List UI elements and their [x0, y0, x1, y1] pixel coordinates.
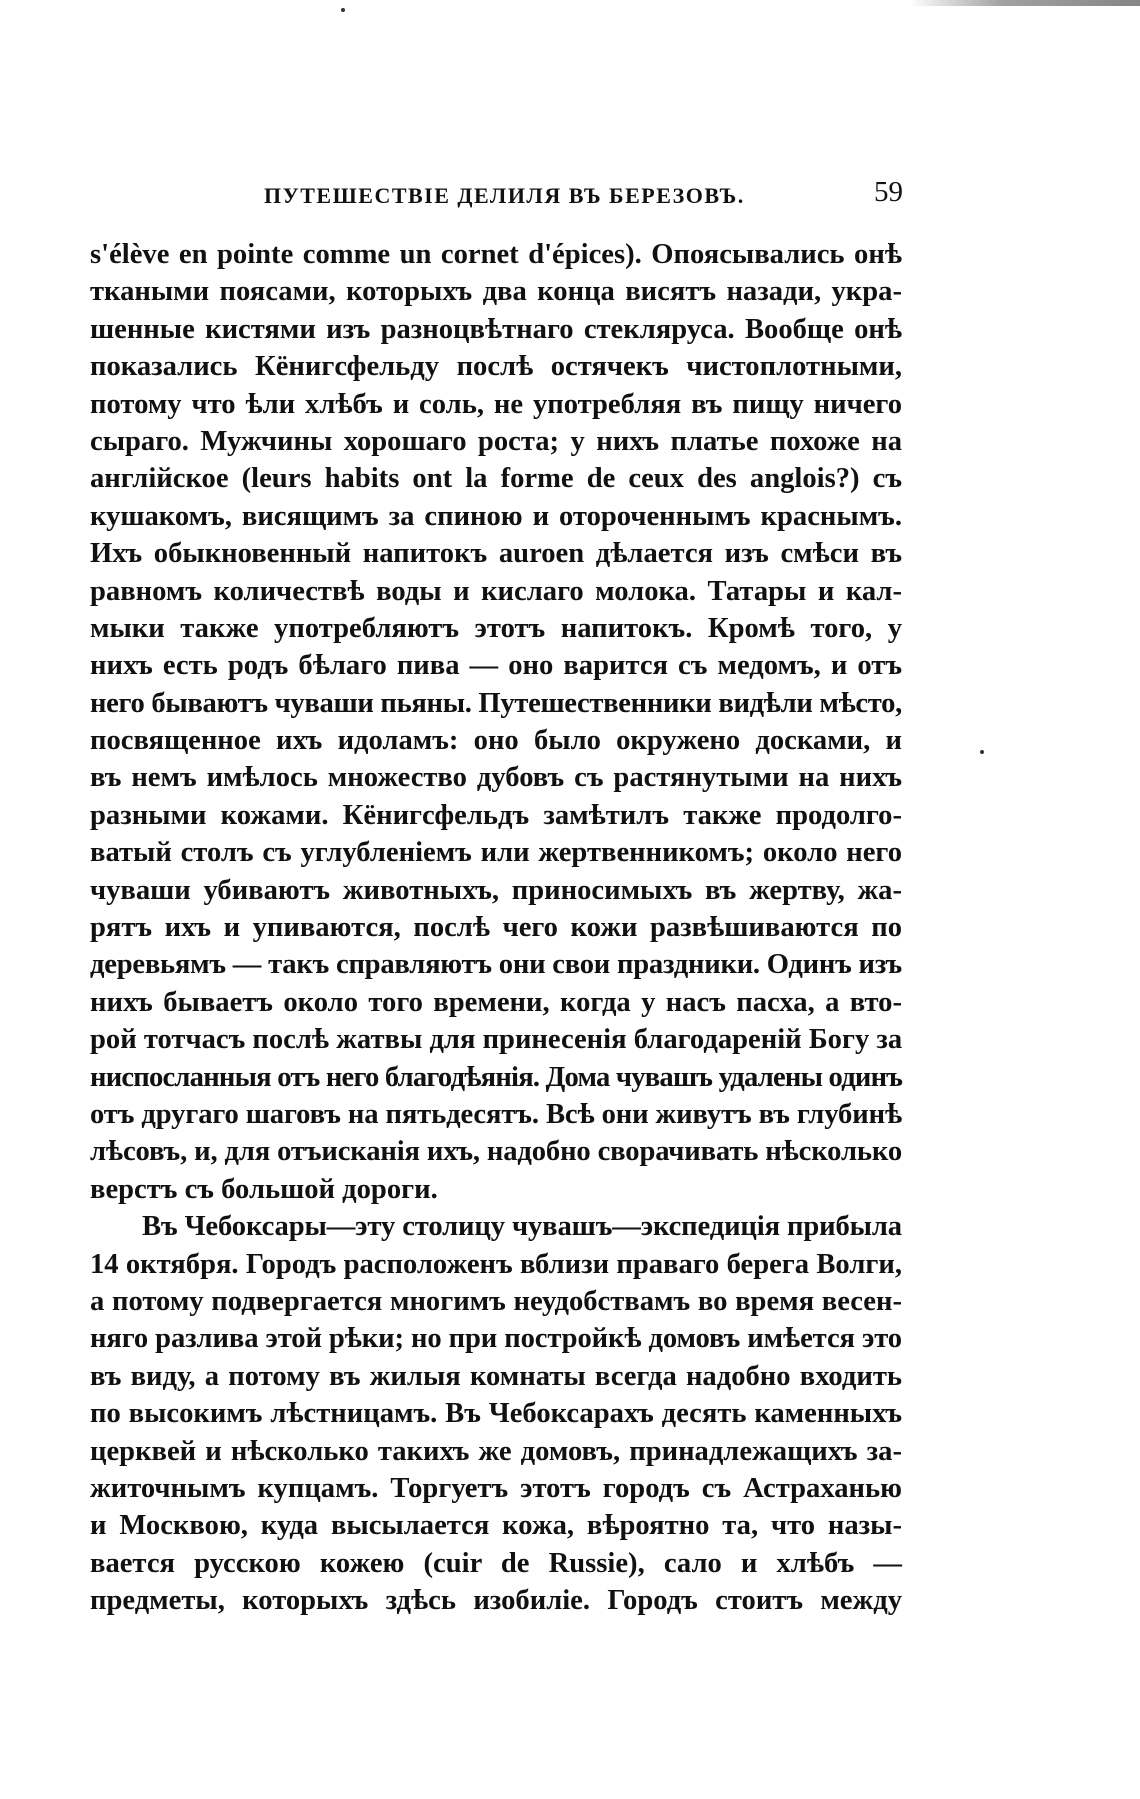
text-line: чуваши убиваютъ животныхъ, приносимыхъ въ жертву, жа-: [90, 874, 902, 906]
scan-edge-artifact: [910, 0, 1140, 6]
text-line: него бываютъ чуваши пьяны. Путешественники видѣли мѣсто,: [90, 687, 902, 719]
text-line: разными кожами. Кёнигсфельдъ замѣтилъ также продолго-: [90, 799, 902, 831]
text-line: лѣсовъ, и, для отъисканія ихъ, надобно сворачивать нѣсколько: [90, 1136, 902, 1168]
text-line: няго разлива этой рѣки; но при постройкѣ домовъ имѣется это: [90, 1323, 902, 1355]
text-line: s'élève en pointe comme un cornet d'épices). Опоясывались онѣ: [90, 239, 902, 270]
text-line: въ виду, а потому въ жилыя комнаты всегда надобно входить: [90, 1360, 902, 1392]
text-line: мыки также употребляютъ этотъ напитокъ. Кромѣ того, у: [90, 612, 902, 644]
text-line: показались Кёнигсфельду послѣ остячекъ чистоплотными,: [90, 351, 902, 383]
text-line: въ немъ имѣлось множество дубовъ съ растянутыми на нихъ: [90, 762, 902, 794]
text-line: потому что ѣли хлѣбъ и соль, не употребляя въ пищу ничего: [90, 388, 902, 420]
scan-speck: [341, 8, 345, 12]
text-line: вается русскою кожею (cuir de Russie), сало и хлѣбъ —: [90, 1547, 902, 1579]
text-line: предметы, которыхъ здѣсь изобиліе. Городъ стоитъ между: [90, 1585, 902, 1617]
text-line: посвященное ихъ идоламъ: оно было окружено досками, и: [90, 725, 902, 757]
text-line: англійское (leurs habits ont la forme de ceux des anglois?) съ: [90, 463, 902, 495]
text-line: церквей и нѣсколько такихъ же домовъ, принадлежащихъ за-: [90, 1435, 902, 1467]
text-line: кушакомъ, висящимъ за спиною и отороченнымъ краснымъ.: [90, 500, 902, 532]
scan-speck: [980, 750, 984, 754]
text-line: верстъ съ большой дороги.: [90, 1173, 438, 1205]
text-line: шенные кистями изъ разноцвѣтнаго стекляруса. Вообще онѣ: [90, 313, 902, 345]
text-line: деревьямъ — такъ справляютъ они свои праздники. Одинъ изъ: [90, 949, 902, 981]
text-line: Въ Чебоксары—эту столицу чувашъ—экспедиція прибыла: [142, 1211, 902, 1243]
text-line: и Москвою, куда высылается кожа, вѣроятно та, что назы-: [90, 1510, 902, 1542]
text-line: нихъ есть родъ бѣлаго пива — оно варится съ медомъ, и отъ: [90, 650, 902, 682]
text-line: ватый столъ съ углубленіемъ или жертвенникомъ; около него: [90, 837, 902, 869]
text-line: ниспосланныя отъ него благодѣянія. Дома чувашъ удалены одинъ: [90, 1061, 903, 1093]
text-line: отъ другаго шаговъ на пятьдесятъ. Всѣ они живутъ въ глубинѣ: [90, 1098, 902, 1130]
text-line: житочнымъ купцамъ. Торгуетъ этотъ городъ съ Астраханью: [90, 1472, 902, 1504]
text-line: рятъ ихъ и упиваются, послѣ чего кожи развѣшиваются по: [90, 912, 902, 944]
text-line: Ихъ обыкновенный напитокъ auroen дѣлается изъ смѣси въ: [90, 538, 902, 570]
text-line: сыраго. Мужчины хорошаго роста; у нихъ платье похоже на: [90, 425, 902, 457]
text-line: а потому подвергается многимъ неудобствамъ во время весен-: [90, 1285, 902, 1317]
text-line: ткаными поясами, которыхъ два конца висятъ назади, укра-: [90, 276, 902, 308]
text-line: нихъ бываетъ около того времени, когда у насъ пасха, а вто-: [90, 986, 902, 1018]
body-text: [90, 236, 902, 1619]
page-number: 59: [874, 176, 903, 208]
text-line: 14 октября. Городъ расположенъ вблизи праваго берега Волги,: [90, 1248, 902, 1280]
text-line: по высокимъ лѣстницамъ. Въ Чебоксарахъ десять каменныхъ: [90, 1398, 902, 1430]
running-head: ПУТЕШЕСТВІЕ ДЕЛИЛЯ ВЪ БЕРЕЗОВЪ.: [264, 183, 745, 208]
text-line: рой тотчасъ послѣ жатвы для принесенія благодареній Богу за: [90, 1024, 903, 1056]
text-line: равномъ количествѣ воды и кислаго молока. Татары и кал-: [90, 575, 902, 607]
